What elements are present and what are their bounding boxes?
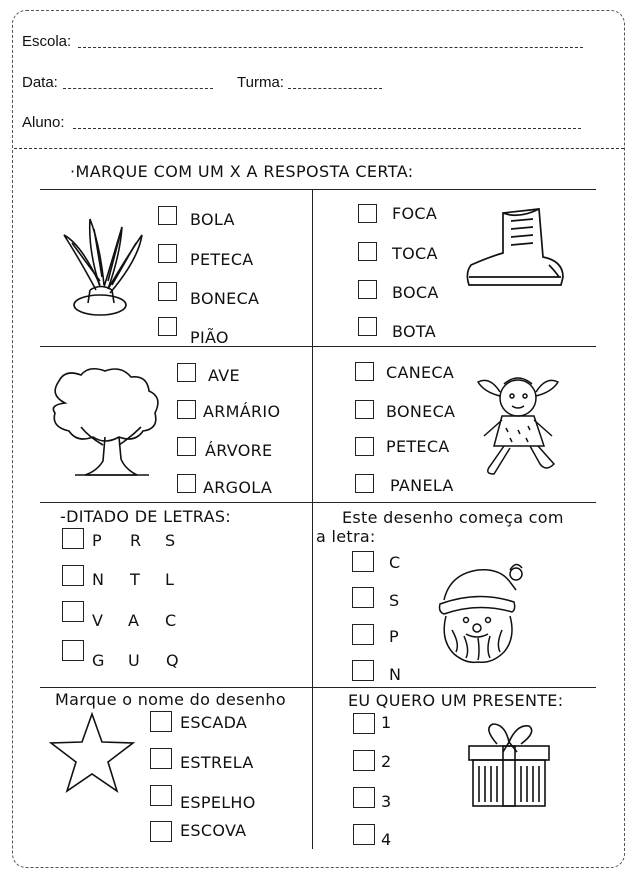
option-foca: FOCA [392,204,438,223]
dictation-checkbox-1[interactable] [62,528,84,549]
dictation-letter: S [165,531,176,550]
option-boneca: BONECA [190,289,260,308]
checkbox-toca[interactable] [358,242,377,261]
class-label: Turma: [237,74,284,91]
checkbox-armario[interactable] [177,400,196,419]
option-armario: ARMÁRIO [203,402,281,421]
checkbox-bota[interactable] [358,317,377,336]
option-boneca-2: BONECA [386,402,456,421]
checkbox-letter-n[interactable] [352,660,374,681]
option-caneca: CANECA [386,363,455,382]
option-letter-n: N [389,665,402,684]
option-gift-3: 3 [381,792,392,811]
star-drawing [48,712,136,794]
option-letter-c: C [389,553,401,572]
student-label: Aluno: [22,114,65,131]
dictation-letter: P [92,531,102,550]
option-gift-4: 4 [381,830,392,849]
option-peteca: PETECA [190,250,254,269]
boot-drawing [463,205,573,295]
checkbox-arvore[interactable] [177,437,196,456]
option-escada: ESCADA [180,713,248,732]
checkbox-boneca[interactable] [158,282,177,301]
option-panela: PANELA [390,476,454,495]
option-argola: ARGOLA [203,478,273,497]
checkbox-piao[interactable] [158,317,177,336]
option-ave: AVE [208,366,240,385]
option-piao: PIÃO [190,328,229,347]
checkbox-argola[interactable] [177,474,196,493]
checkbox-bola[interactable] [158,206,177,225]
checkbox-gift-4[interactable] [353,824,375,845]
checkbox-escova[interactable] [150,821,172,842]
school-label: Escola: [22,33,72,50]
checkbox-letter-p[interactable] [352,624,374,645]
school-field[interactable] [78,47,583,48]
grid-rule-3 [40,502,596,503]
starts-with-title: Este desenho começa com [342,508,564,527]
dictation-letter: L [165,570,175,589]
dictation-letter: T [130,570,141,589]
option-letter-p: P [389,627,399,646]
option-escova: ESCOVA [180,821,247,840]
doll-drawing [470,366,570,481]
checkbox-espelho[interactable] [150,785,172,806]
checkbox-gift-3[interactable] [353,787,375,808]
option-bota: BOTA [392,322,436,341]
dictation-checkbox-2[interactable] [62,565,84,586]
checkbox-peteca-2[interactable] [355,437,374,456]
checkbox-estrela[interactable] [150,748,172,769]
header-separator [14,148,624,149]
date-field[interactable] [63,88,213,89]
santa-claus-drawing [430,560,526,665]
tree-drawing [45,365,170,485]
checkbox-caneca[interactable] [355,362,374,381]
starts-with-title-2: a letra: [316,527,376,546]
checkbox-peteca[interactable] [158,244,177,263]
grid-rule-2 [40,346,596,347]
option-boca: BOCA [392,283,439,302]
dictation-letter: C [165,611,177,630]
checkbox-boca[interactable] [358,280,377,299]
checkbox-letter-s[interactable] [352,587,374,608]
option-gift-1: 1 [381,713,392,732]
option-peteca-2: PETECA [386,437,450,456]
option-gift-2: 2 [381,752,392,771]
dictation-checkbox-3[interactable] [62,601,84,622]
grid-rule-vertical [312,189,313,849]
checkbox-ave[interactable] [177,363,196,382]
checkbox-boneca-2[interactable] [355,400,374,419]
checkbox-foca[interactable] [358,204,377,223]
gift-title: EU QUERO UM PRESENTE: [348,691,564,710]
option-bola: BOLA [190,210,235,229]
dictation-letter: A [128,611,140,630]
dictation-letter: Q [166,651,179,670]
dictation-letter: R [130,531,142,550]
checkbox-gift-1[interactable] [353,713,375,734]
dictation-letter: U [128,651,141,670]
gift-box-drawing [463,722,558,812]
checkbox-escada[interactable] [150,711,172,732]
class-field[interactable] [288,88,382,89]
grid-rule-4 [40,687,596,688]
dictation-letter: N [92,570,105,589]
checkbox-panela[interactable] [355,474,374,493]
dictation-title: -DITADO DE LETRAS: [60,507,231,526]
option-espelho: ESPELHO [180,793,256,812]
checkbox-letter-c[interactable] [352,551,374,572]
option-toca: TOCA [392,244,438,263]
grid-rule-top [40,189,596,190]
instruction-title: ·MARQUE COM UM X A RESPOSTA CERTA: [70,162,414,181]
peteca-drawing [60,215,150,325]
dictation-checkbox-4[interactable] [62,640,84,661]
option-arvore: ÁRVORE [205,441,273,460]
student-field[interactable] [73,128,581,129]
checkbox-gift-2[interactable] [353,750,375,771]
option-estrela: ESTRELA [180,753,254,772]
dictation-letter: V [92,611,104,630]
dictation-letter: G [92,651,105,670]
date-label: Data: [22,74,58,91]
name-drawing-title: Marque o nome do desenho [55,690,286,709]
option-letter-s: S [389,591,400,610]
